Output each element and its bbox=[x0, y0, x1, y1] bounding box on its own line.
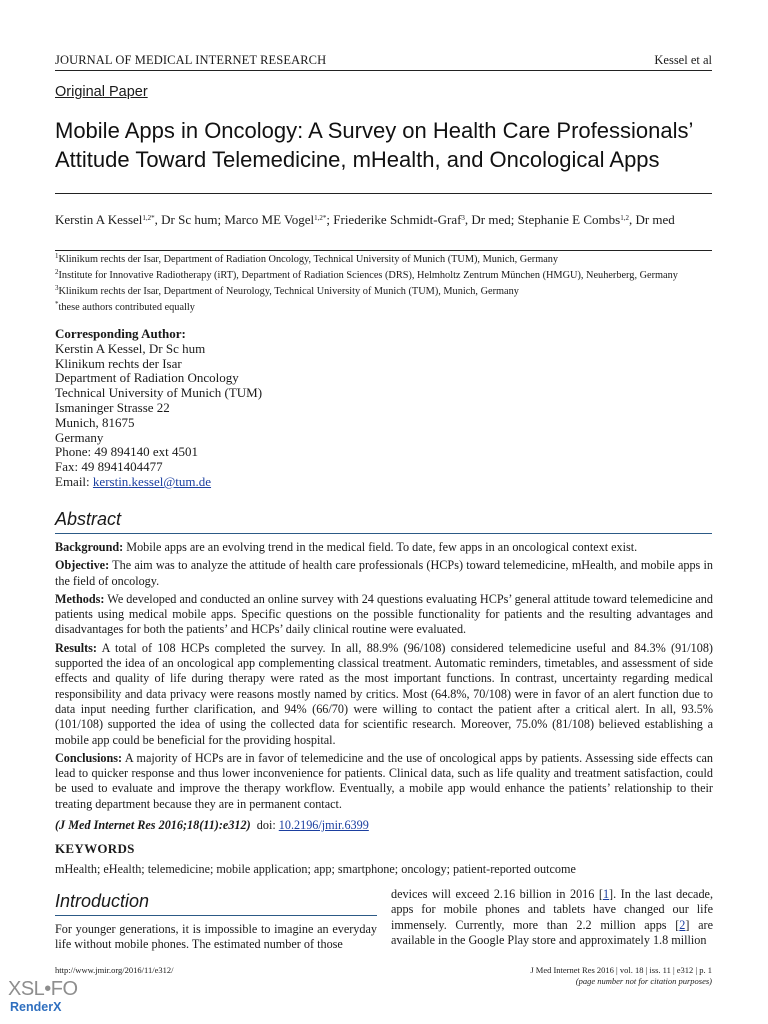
author-name: Friederike Schmidt-Graf bbox=[333, 212, 462, 227]
affiliation: $^2$Institute for Innovative Radiotherapy (iRT), Department of Radiation Sciences (DRS), Helmholtz Zentrum München (HMGU), Neuherberg, Germany bbox=[55, 268, 678, 281]
footer-url: http://www.jmir.org/2016/11/e312/ bbox=[55, 965, 174, 975]
address-line: Technical University of Munich (TUM) bbox=[55, 385, 263, 401]
author-rule bbox=[55, 250, 712, 251]
journal-name: JOURNAL OF MEDICAL INTERNET RESEARCH bbox=[55, 53, 327, 67]
abstract-rule bbox=[55, 533, 712, 534]
address-line: Munich, 81675 bbox=[55, 414, 135, 430]
abstract-heading: Abstract bbox=[55, 509, 122, 529]
article-title bbox=[55, 116, 715, 174]
email-link[interactable]: kerstin.kessel@tum.de bbox=[92, 473, 212, 489]
intro-column-1: For younger generations, it is impossible to imagine an everyday life without mobile phones. The estimated number of those bbox=[55, 922, 377, 952]
email-line: Email: kerstin.kessel@tum.de bbox=[55, 473, 212, 489]
author-degree: , Dr med bbox=[628, 212, 675, 227]
running-author: Kessel et al bbox=[654, 53, 712, 67]
abstract-body bbox=[55, 540, 713, 815]
logo-bottom-text: RenderX bbox=[10, 1000, 62, 1014]
author-sup: 3 bbox=[461, 214, 465, 222]
title-line-2: Attitude Toward Telemedicine, mHealth, and Oncological Apps bbox=[55, 147, 660, 172]
doi-link[interactable]: 10.2196/jmir.6399 bbox=[278, 818, 369, 832]
corresponding-author bbox=[55, 327, 262, 490]
abstract-methods: Methods: We developed and conducted an online survey with 24 questions evaluating HCPs’ general attitude toward telemedicine and patients using medical mobile apps. Specific questions on the possible functionality for patients and the resulting advantages and disadvantages for both the patients’ and HCPs’ daily clinical routine were evaluated. bbox=[55, 591, 713, 637]
footer-note: (page number not for citation purposes) bbox=[575, 976, 712, 986]
affiliations bbox=[55, 252, 715, 316]
address-line: Germany bbox=[55, 429, 104, 445]
renderx-logo bbox=[8, 978, 78, 1014]
keywords-heading: KEYWORDS bbox=[55, 841, 135, 856]
keywords-text: mHealth; eHealth; telemedicine; mobile application; app; smartphone; oncology; patient-reported outcome bbox=[55, 862, 576, 876]
abstract-conclusions: Conclusions: A majority of HCPs are in favor of telemedicine and the use of oncological apps by patients. Assessing side effects can lead to quicker response and thus lower inconvenience for patients. Clinical data, such as life quality and treatment satisfaction, could be used to evaluate and improve the therapy workflow. Eventually, a mobile app would enhance the patients’ relationship to their treating department because they are in permanent contact. bbox=[55, 750, 713, 811]
author-degree: , Dr Sc hum; bbox=[154, 212, 225, 227]
abstract-results: Results: A total of 108 HCPs completed the survey. In all, 88.9% (96/108) considered telemedicine useful and 84.3% (91/108) supported the idea of an oncological app complementing classical treatment. Automatic reminders, timetables, and assessment of side effects and quality of life during therapy were rated as the most important functions. In contrast, uncertainty regarding medical responsibility and data privacy were reasons mostly named by critics. Most (64.8%, 70/108) were in favor of an alert function due to data input needing further clarification, and 94% (66/70) were willing to contact the patient after a critical alert. In all, 93.5% (101/108) supported the idea of using the collected data for scientific research. Moreover, 75.0% (81/108) believed establishing a mobile app could be beneficial for the providing hospital. bbox=[55, 640, 713, 747]
citation bbox=[55, 818, 369, 833]
author-name: Kerstin A Kessel bbox=[55, 212, 143, 227]
phone-line: Phone: 49 894140 ext 4501 bbox=[55, 444, 198, 460]
address-line: Klinikum rechts der Isar bbox=[55, 355, 182, 371]
author-name: Stephanie E Combs bbox=[517, 212, 621, 227]
address-line: Kerstin A Kessel, Dr Sc hum bbox=[55, 340, 206, 356]
introduction-rule bbox=[55, 915, 377, 916]
intro-column-2: devices will exceed 2.16 billion in 2016 [1]. In the last decade, apps for mobile phones and tablets have changed our life immensely. Currently, more than 2.2 million apps [2] are available in the Google Play store and approximately 1.8 million bbox=[391, 887, 714, 947]
header-rule bbox=[55, 70, 712, 71]
author-degree: , Dr med; bbox=[464, 212, 518, 227]
abstract-background: Background: Mobile apps are an evolving trend in the medical field. To date, few apps in an oncological context exist. bbox=[55, 540, 638, 554]
citation-ref: (J Med Internet Res 2016;18(11):e312) bbox=[55, 818, 251, 832]
author-sup: 1,2 bbox=[620, 214, 629, 222]
address-line: Department of Radiation Oncology bbox=[55, 370, 239, 386]
title-rule bbox=[55, 193, 712, 194]
title-line-1: Mobile Apps in Oncology: A Survey on Health Care Professionals’ bbox=[55, 118, 694, 143]
introduction-heading: Introduction bbox=[55, 891, 150, 911]
author-name: Marco ME Vogel bbox=[224, 212, 315, 227]
author-list bbox=[55, 211, 715, 228]
affiliation: $^1$Klinikum rechts der Isar, Department of Radiation Oncology, Technical University of Munich (TUM), Munich, Germany bbox=[55, 252, 559, 265]
author-sup: 1,2* bbox=[142, 214, 155, 222]
author-degree: ; bbox=[326, 212, 334, 227]
corresponding-label: Corresponding Author: bbox=[55, 326, 186, 341]
footer-journal-info: J Med Internet Res 2016 | vol. 18 | iss. 11 | e312 | p. 1 bbox=[530, 965, 712, 975]
author-sup: 1,2* bbox=[314, 214, 327, 222]
doi-label: doi: bbox=[256, 818, 276, 832]
abstract-objective: Objective: The aim was to analyze the attitude of health care professionals (HCPs) toward telemedicine, mHealth, and mobile apps in the field of oncology. bbox=[55, 558, 713, 588]
reference-link[interactable]: 2 bbox=[679, 917, 686, 932]
article-type: Original Paper bbox=[55, 84, 148, 100]
reference-link[interactable]: 1 bbox=[602, 887, 610, 901]
affiliation: $^3$Klinikum rechts der Isar, Department of Neurology, Technical University of Munich (TUM), Munich, Germany bbox=[55, 284, 519, 297]
affiliation: *these authors contributed equally bbox=[55, 300, 195, 313]
address-line: Ismaninger Strasse 22 bbox=[55, 399, 170, 415]
fax-line: Fax: 49 8941404477 bbox=[55, 459, 163, 475]
logo-top-text: XSL•FO bbox=[8, 978, 78, 1000]
